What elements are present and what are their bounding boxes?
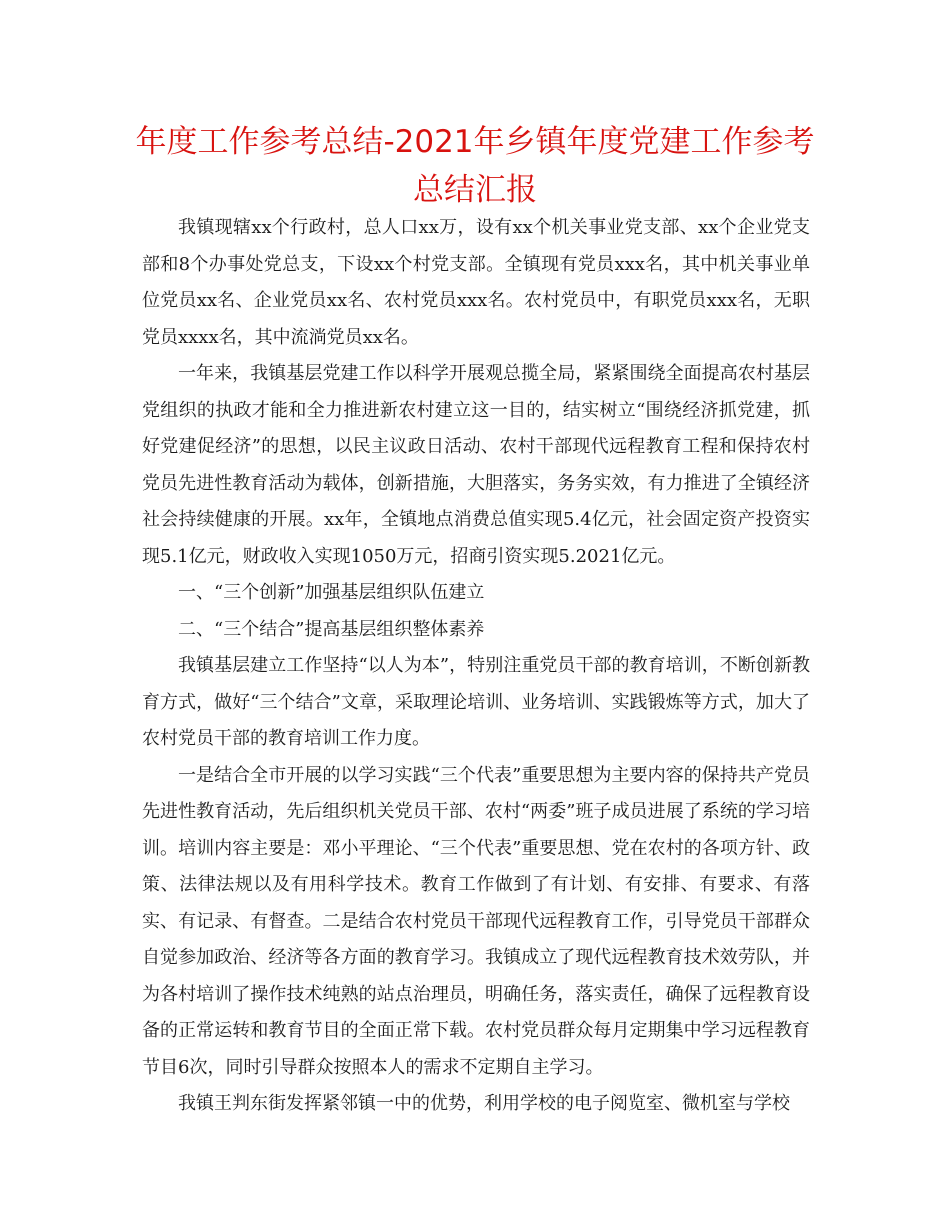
section-heading-2: 二、“三个结合”提高基层组织整体素养 [178,618,485,640]
paragraph-overview: 我镇现辖xx个行政村，总人口xx万，设有xx个机关事业党支部、xx个企业党支部和8个办事处党总支，下设xx个村党支部。全镇现有党员xxx名，其中机关事业单位党员xx名、企业党员xx名、农村党员xxx名。农村党员中，有职党员xxx名，无职党员xxxx名，其中流淌党员xx名。 [142,217,810,348]
paragraph-education: 我镇基层建立工作坚持“以人为本”，特别注重党员干部的教育培训，不断创新教育方式，做好“三个结合”文章，采取理论培训、业务培训、实践锻炼等方式，加大了农村党员干部的教育培训工作力度。 [142,655,810,749]
paragraph-year-summary: 一年来，我镇基层党建工作以科学开展观总揽全局，紧紧围绕全面提高农村基层党组织的执政才能和全力推进新农村建立这一目的，结实树立“围绕经济抓党建，抓好党建促经济”的思想，以民主议政日活动、农村干部现代远程教育工程和保持农村党员先进性教育活动为载体，创新措施，大胆落实，务务实效，有力推进了全镇经济社会持续健康的开展。xx年，全镇地点消费总值实现5.4亿元，社会固定资产投资实现5.1亿元，财政收入实现1050万元，招商引资实现5.2021亿元。 [142,363,810,567]
paragraph-training: 一是结合全市开展的以学习实践“三个代表”重要思想为主要内容的保持共产党员先进性教育活动，先后组织机关党员干部、农村“两委”班子成员进展了系统的学习培训。培训内容主要是：邓小平理论、“三个代表”重要思想、党在农村的各项方针、政策、法律法规以及有用科学技术。教育工作做到了有计划、有安排、有要求、有落实、有记录、有督查。二是结合农村党员干部现代远程教育工作，引导党员干部群众自觉参加政治、经济等各方面的教育学习。我镇成立了现代远程教育技术效劳队，并为各村培训了操作技术纯熟的站点治理员，明确任务，落实责任，确保了远程教育设备的正常运转和教育节目的全面正常下载。农村党员群众每月定期集中学习远程教育节目6次，同时引导群众按照本人的需求不定期自主学习。 [142,764,810,1078]
document-body [142,210,810,1123]
document-title: 年度工作参考总结-2021年乡镇年度党建工作参考总结汇报 [135,124,815,208]
section-heading-1: 一、“三个创新”加强基层组织队伍建立 [178,582,485,603]
paragraph-school: 我镇王判东街发挥紧邻镇一中的优势，利用学校的电子阅览室、微机室与学校 [178,1093,790,1114]
